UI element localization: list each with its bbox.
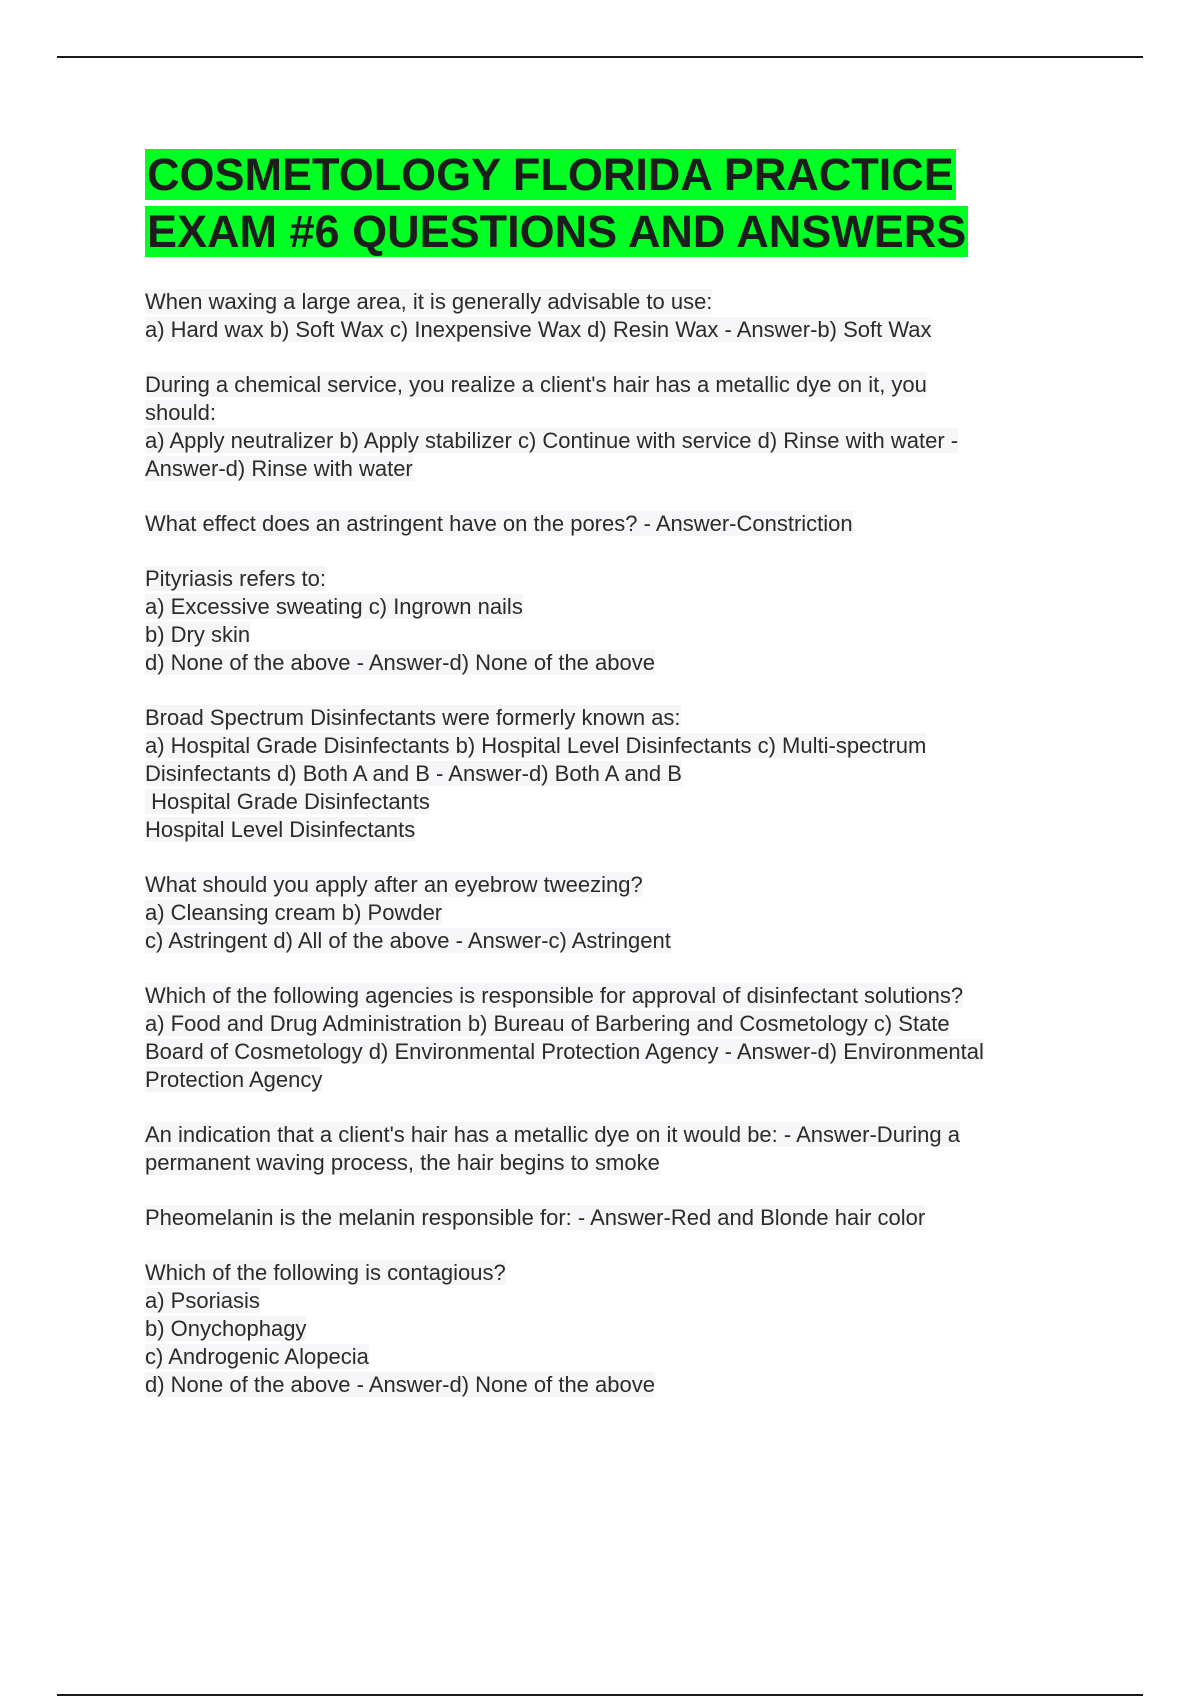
qa-item — [145, 982, 1085, 1094]
qa-line — [145, 1315, 1085, 1343]
qa-line — [145, 621, 1085, 649]
qa-line-text: a) Psoriasis — [145, 1288, 260, 1313]
qa-line — [145, 288, 1085, 316]
qa-line — [145, 982, 1085, 1010]
qa-line — [145, 927, 1085, 955]
qa-line-text: Disinfectants d) Both A and B - Answer-d) Both A and B — [145, 761, 682, 786]
qa-line-text: Which of the following is contagious? — [145, 1260, 506, 1285]
qa-line-text: When waxing a large area, it is generally advisable to use: — [145, 289, 713, 314]
qa-item — [145, 565, 1085, 677]
qa-line-text: Hospital Level Disinfectants — [145, 817, 416, 842]
qa-line-text: Pityriasis refers to: — [145, 566, 326, 591]
qa-line — [145, 455, 1085, 483]
qa-line-text: Pheomelanin is the melanin responsible for: - Answer-Red and Blonde hair color — [145, 1205, 926, 1230]
qa-line-text: Answer-d) Rinse with water — [145, 456, 413, 481]
qa-line-text: should: — [145, 400, 216, 425]
qa-line — [145, 760, 1085, 788]
qa-line — [145, 899, 1085, 927]
qa-line — [145, 649, 1085, 677]
qa-line-text: d) None of the above - Answer-d) None of the above — [145, 1372, 655, 1397]
qa-line-text: a) Hard wax b) Soft Wax c) Inexpensive Wax d) Resin Wax - Answer-b) Soft Wax — [145, 317, 932, 342]
qa-line-text: b) Dry skin — [145, 622, 251, 647]
qa-line-text: a) Hospital Grade Disinfectants b) Hospital Level Disinfectants c) Multi-spectrum — [145, 733, 927, 758]
qa-line — [145, 1204, 1085, 1232]
qa-line-text: c) Astringent d) All of the above - Answer-c) Astringent — [145, 928, 671, 953]
qa-line-text: Board of Cosmetology d) Environmental Protection Agency - Answer-d) Environmental — [145, 1039, 984, 1064]
qa-list — [145, 288, 1085, 1399]
top-rule — [57, 56, 1143, 58]
qa-item — [145, 1259, 1085, 1399]
qa-line — [145, 565, 1085, 593]
qa-line — [145, 788, 1085, 816]
qa-line — [145, 704, 1085, 732]
qa-item — [145, 1121, 1085, 1177]
qa-line — [145, 1010, 1085, 1038]
qa-line — [145, 1287, 1085, 1315]
qa-item — [145, 1204, 1085, 1232]
qa-line — [145, 1371, 1085, 1399]
qa-item — [145, 288, 1085, 344]
qa-line-text: a) Excessive sweating c) Ingrown nails — [145, 594, 523, 619]
qa-line — [145, 1343, 1085, 1371]
qa-line-text: permanent waving process, the hair begins to smoke — [145, 1150, 660, 1175]
qa-line-text: An indication that a client's hair has a metallic dye on it would be: - Answer-During a — [145, 1122, 960, 1147]
qa-line-text: a) Cleansing cream b) Powder — [145, 900, 443, 925]
qa-line — [145, 1149, 1085, 1177]
qa-item — [145, 371, 1085, 483]
qa-line-text: Broad Spectrum Disinfectants were formerly known as: — [145, 705, 681, 730]
qa-line — [145, 510, 1085, 538]
qa-line — [145, 1066, 1085, 1094]
qa-line — [145, 371, 1085, 399]
qa-line — [145, 399, 1085, 427]
qa-line — [145, 316, 1085, 344]
qa-line — [145, 816, 1085, 844]
qa-line — [145, 1038, 1085, 1066]
qa-line-text: Hospital Grade Disinfectants — [145, 789, 430, 814]
qa-line-text: During a chemical service, you realize a client's hair has a metallic dye on it, you — [145, 372, 927, 397]
qa-line — [145, 1259, 1085, 1287]
qa-item — [145, 871, 1085, 955]
qa-line-text: a) Apply neutralizer b) Apply stabilizer c) Continue with service d) Rinse with water - — [145, 428, 959, 453]
qa-line-text: What should you apply after an eyebrow tweezing? — [145, 872, 643, 897]
qa-line — [145, 1121, 1085, 1149]
qa-item — [145, 510, 1085, 538]
qa-line-text: c) Androgenic Alopecia — [145, 1344, 369, 1369]
qa-line — [145, 427, 1085, 455]
qa-line-text: Which of the following agencies is responsible for approval of disinfectant solutions? — [145, 983, 964, 1008]
document-title — [145, 146, 1085, 260]
title-highlight: COSMETOLOGY FLORIDA PRACTICE EXAM #6 QUESTIONS AND ANSWERS — [147, 149, 967, 257]
qa-line-text: a) Food and Drug Administration b) Bureau of Barbering and Cosmetology c) State — [145, 1011, 950, 1036]
qa-line — [145, 871, 1085, 899]
qa-line-text: d) None of the above - Answer-d) None of the above — [145, 650, 655, 675]
qa-item — [145, 704, 1085, 844]
qa-line — [145, 732, 1085, 760]
qa-line-text: Protection Agency — [145, 1067, 323, 1092]
document-body — [145, 146, 1085, 1426]
qa-line-text: What effect does an astringent have on the pores? - Answer-Constriction — [145, 511, 853, 536]
qa-line-text: b) Onychophagy — [145, 1316, 307, 1341]
bottom-rule — [57, 1694, 1143, 1696]
qa-line — [145, 593, 1085, 621]
